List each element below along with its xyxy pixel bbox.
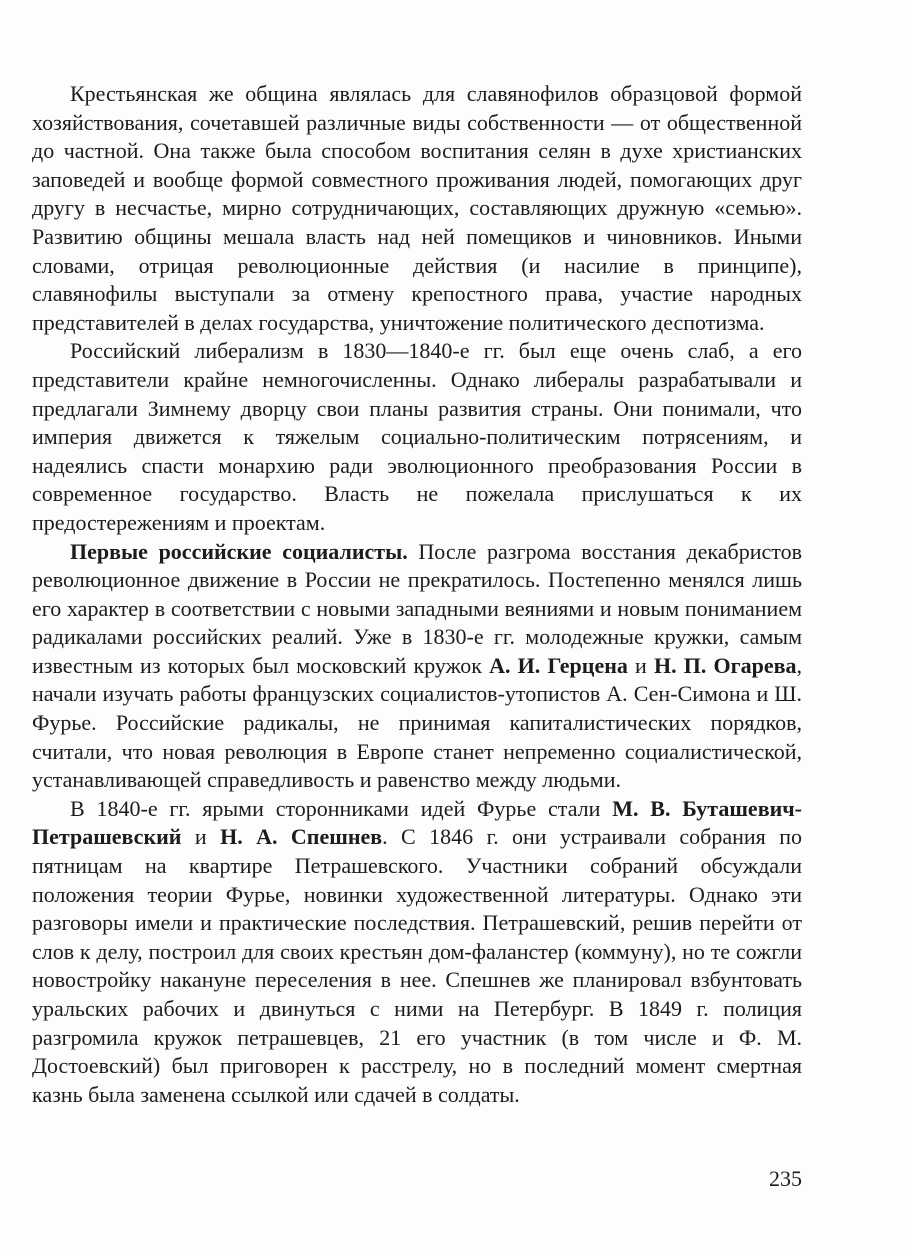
body-text	[32, 80, 802, 1109]
paragraph-3-text-c: , начали изучать работы французских социалистов-утопистов А. Сен-Симона и Ш. Фурье. Российские радикалы, не принимая капиталистических порядков, считали, что новая революция в Европе станет непременно социалистической, устанавливающей справедливость и равенство между людьми.	[32, 652, 802, 793]
section-heading: Первые российские социалисты.	[70, 538, 408, 564]
paragraph-1	[32, 80, 802, 337]
paragraph-3-text-b: и	[627, 652, 654, 678]
paragraph-2-text: Российский либерализм в 1830—1840-е гг. был еще очень слаб, а его представители крайне немногочисленны. Однако либералы разрабатывали и предлагали Зимнему дворцу свои планы развития страны. Они понимали, что империя движется к тяжелым социально-политическим потрясениям, и надеялись спасти монархию ради эволюционного преобразования России в современное государство. Власть не пожелала прислушаться к их предостережениям и проектам.	[32, 338, 802, 535]
paragraph-2	[32, 337, 802, 537]
paragraph-4	[32, 795, 802, 1110]
paragraph-4-text-b: и	[181, 824, 221, 850]
paragraph-1-text: Крестьянская же община являлась для славянофилов образцовой формой хозяйствования, сочетавшей различные виды собственности — от общественной до частной. Она также была способом воспитания селян в духе христианских заповедей и вообще формой совместного проживания людей, помогающих друг другу в несчастье, мирно сотрудничающих, составляющих дружную «семью». Развитию общины мешала власть над ней помещиков и чиновников. Иными словами, отрицая революционные действия (и насилие в принципе), славянофилы выступали за отмену крепостного права, участие народных представителей в делах государства, уничтожение политического деспотизма.	[32, 81, 802, 335]
paragraph-4-text-c: . С 1846 г. они устраивали собрания по пятницам на квартире Петрашевского. Участники собраний обсуждали положения теории Фурье, новинки художественной литературы. Однако эти разговоры имели и практические последствия. Петрашевский, решив перейти от слов к делу, построил для своих крестьян дом-фаланстер (коммуну), но те сожгли новостройку накануне переселения в нее. Спешнев же планировал взбунтовать уральских рабочих и двинуться с ними на Петербург. В 1849 г. полиция разгромила кружок петрашевцев, 21 его участник (в том числе и Ф. М. Достоевский) был приговорен к расстрелу, но в последний момент смертная казнь была заменена ссылкой или сдачей в солдаты.	[32, 824, 802, 1107]
name-ogarev: Н. П. Огарева	[653, 652, 797, 678]
page-number: 235	[769, 1166, 802, 1191]
name-herzen: А. И. Герцена	[489, 652, 628, 678]
paragraph-3-text-a: После разгрома восстания декабристов революционное движение в России не прекратилось. Постепенно менялся лишь его характер в соответствии с новыми западными веяниями и новым пониманием радикалами российских реалий. Уже в 1830-е гг. молодежные кружки, самым известным из которых был московский кружок	[32, 538, 802, 678]
paragraph-4-text-a: В 1840-е гг. ярыми сторонниками идей Фурье стали	[70, 795, 613, 821]
name-speshnev: Н. А. Спешнев	[220, 824, 383, 850]
name-petrashevsky: М. В. Буташевич-Петрашевский	[32, 795, 802, 850]
paragraph-3	[32, 538, 802, 795]
